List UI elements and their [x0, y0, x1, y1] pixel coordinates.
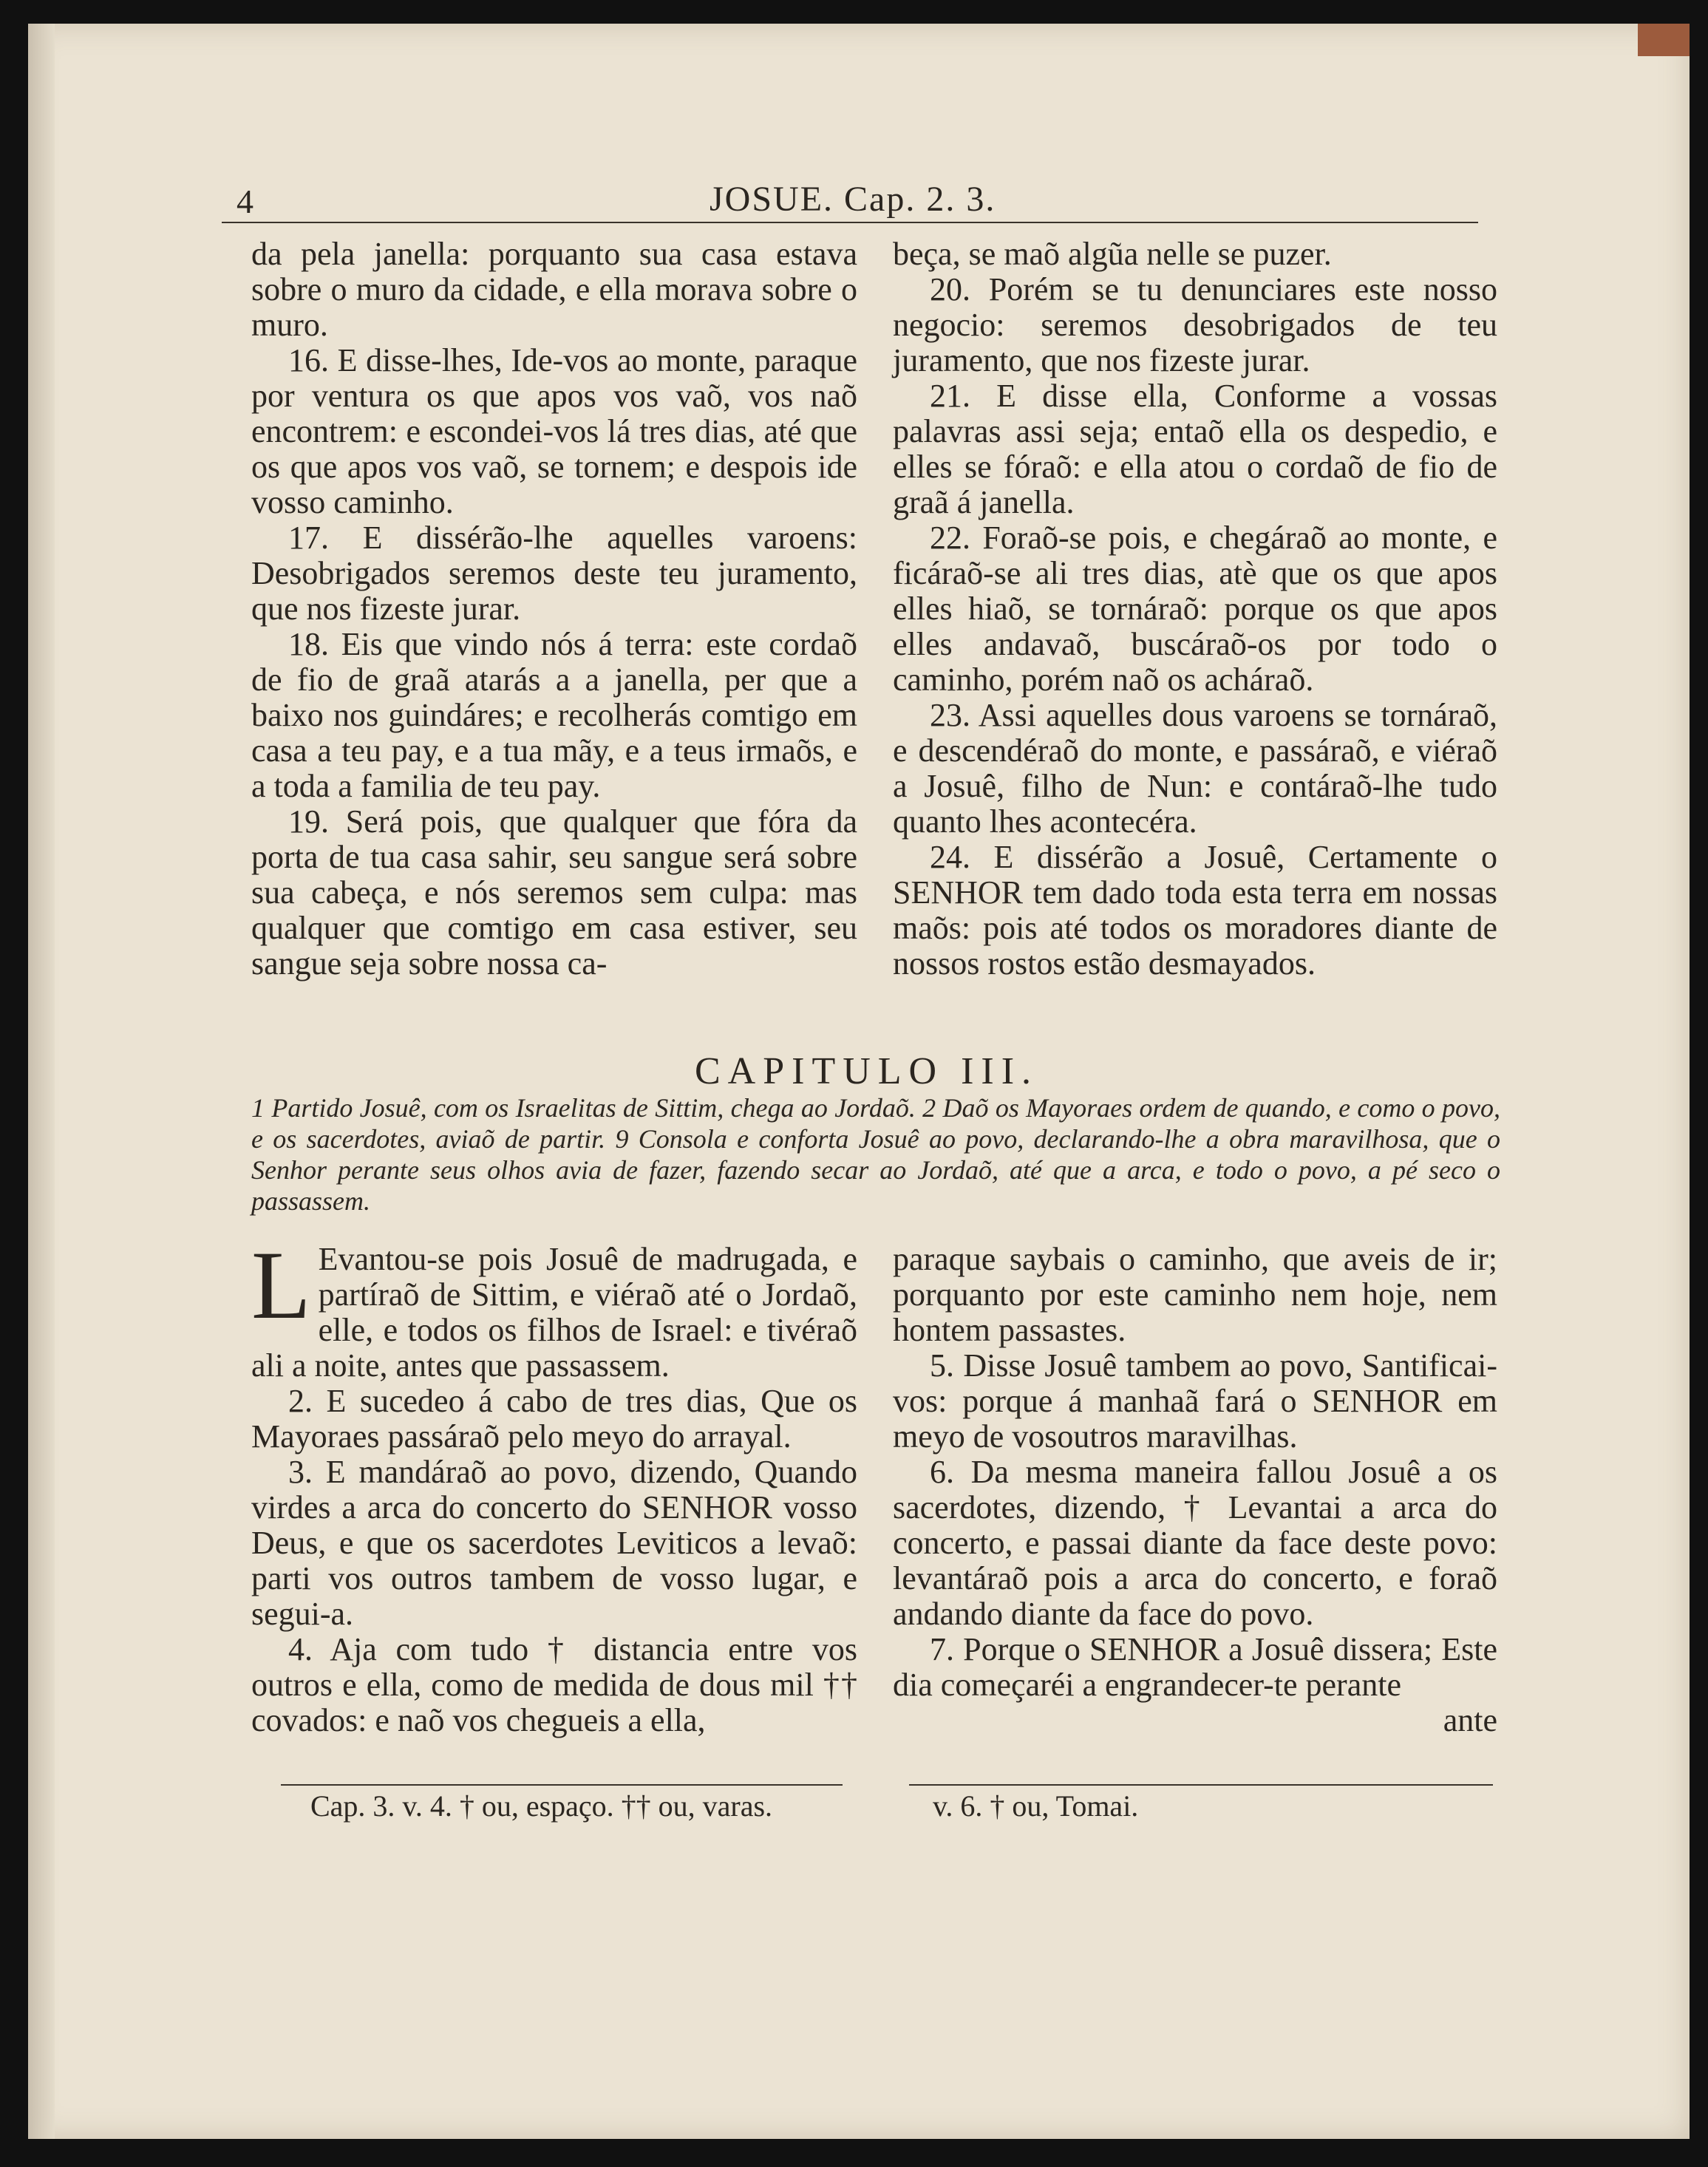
drop-cap: L	[251, 1231, 311, 1339]
verse-paragraph: 19. Será pois, que qualquer que fóra da porta de tua casa sahir, seu sangue será sobre sua cabeça, e nós seremos sem culpa: mas qualquer que comtigo em casa estiver, seu sangue seja sobre nossa ca-	[251, 803, 857, 982]
binding-edge	[1638, 24, 1690, 56]
verse-paragraph: 16. E disse-lhes, Ide-vos ao monte, paraque por ventura os que apos vos vaõ, vos naõ encontrem: e escondei-vos lá tres dias, até que os que apos vos vaõ, se tornem; e despois ide vosso caminho.	[251, 342, 857, 520]
verse-paragraph: 3. E mandáraõ ao povo, dizendo, Quando virdes a arca do concerto do SENHOR vosso Deus, e que os sacerdotes Leviticos a levaõ: parti vos outros tambem de vosso lugar, e segui-a.	[251, 1454, 857, 1632]
footnote-rule-left	[281, 1784, 843, 1786]
verse-paragraph: 20. Porém se tu denunciares este nosso negocio: seremos desobrigados de teu juramento, que nos fizeste jurar.	[893, 271, 1497, 378]
column-left-top	[251, 237, 857, 982]
verse-paragraph: 4. Aja com tudo † distancia entre vos outros e ella, como de medida de dous mil †† covados: e naõ vos chegueis a ella,	[251, 1631, 857, 1738]
page-gutter	[28, 24, 55, 2139]
verse-paragraph: 22. Foraõ-se pois, e chegáraõ ao monte, e ficáraõ-se ali tres dias, atè que os que apos elles hiaõ, se tornáraõ: porque os que apos elles andavaõ, buscáraõ-os por todo o caminho, porém naõ os acháraõ.	[893, 520, 1497, 698]
footnote-right: v. 6. † ou, Tomai.	[933, 1789, 1139, 1823]
column-right-bottom	[893, 1242, 1497, 1738]
verse-paragraph: da pela janella: porquanto sua casa estava sobre o muro da cidade, e ella morava sobre o muro.	[251, 236, 857, 343]
footnote-rule-right	[909, 1784, 1493, 1786]
header-rule	[222, 222, 1478, 223]
page-header	[222, 174, 1486, 219]
verse-paragraph: 23. Assi aquelles dous varoens se tornáraõ, e descendéraõ do monte, e passáraõ, e viéraõ a Josuê, filho de Nun: e contáraõ-lhe tudo quanto lhes acontecéra.	[893, 697, 1497, 840]
verse-paragraph: 2. E sucedeo á cabo de tres dias, Que os Mayoraes passáraõ pelo meyo do arrayal.	[251, 1383, 857, 1455]
verse-paragraph: 6. Da mesma maneira fallou Josuê a os sacerdotes, dizendo, † Levantai a arca do concerto, e passai diante da face deste povo: levantáraõ pois a arca do concerto, e foraõ andando diante da face do povo.	[893, 1454, 1497, 1632]
verse-paragraph: paraque saybais o caminho, que aveis de ir; porquanto por este caminho nem hoje, nem hontem passastes.	[893, 1241, 1497, 1348]
verse-paragraph: 18. Eis que vindo nós á terra: este cordaõ de fio de graã atarás a a janella, per que a baixo nos guindáres; e recolherás comtigo em casa a teu pay, e a tua mãy, e a teus irmaõs, e a toda a familia de teu pay.	[251, 626, 857, 804]
opening-text: Evantou-se pois Josuê de madrugada, e partíraõ de Sittim, e viéraõ até o Jordaõ, elle, e todos os filhos de Israel: e tivéraõ ali a noite, antes que passassem.	[251, 1241, 857, 1384]
column-right-top	[893, 237, 1497, 982]
verse-paragraph: 17. E dissérão-lhe aquelles varoens: Desobrigados seremos deste teu juramento, que nos fizeste jurar.	[251, 520, 857, 627]
verse-paragraph: 5. Disse Josuê tambem ao povo, Santificai-vos: porque á manhaã fará o SENHOR em meyo de vosoutros maravilhas.	[893, 1347, 1497, 1455]
verse-paragraph: beça, se maõ algũa nelle se puzer.	[893, 236, 1332, 272]
footnote-left: Cap. 3. v. 4. † ou, espaço. †† ou, varas.	[310, 1789, 773, 1823]
catchword: ante	[1443, 1702, 1497, 1738]
verse-paragraph: 7. Porque o SENHOR a Josuê dissera; Este dia começaréi a engrandecer-te perante	[893, 1631, 1497, 1703]
chapter-summary: 1 Partido Josuê, com os Israelitas de Sittim, chega ao Jordaõ. 2 Daõ os Mayoraes ordem de quando, e como o povo, e os sacerdotes, aviaõ de partir. 9 Consola e conforta Josuê ao povo, declarando-lhe a obra maravilhosa, que o Senhor perante seus olhos avia de fazer, fazendo secar ao Jordaõ, até que a arca, e todo o povo, a pé seco o passassem.	[251, 1093, 1500, 1216]
column-left-bottom	[251, 1231, 857, 1738]
verse-paragraph: 21. E disse ella, Conforme a vossas palavras assi seja; entaõ ella os despedio, e elles se fóraõ: e ella atou o cordaõ de fio de graã á janella.	[893, 378, 1497, 520]
running-head: JOSUE. Cap. 2. 3.	[710, 180, 996, 219]
page-number: 4	[237, 183, 254, 220]
verse-paragraph: 24. E dissérão a Josuê, Certamente o SENHOR tem dado toda esta terra em nossas maõs: pois até todos os moradores diante de nossos rostos estão desmayados.	[893, 839, 1497, 982]
opening-paragraph	[251, 1231, 857, 1384]
chapter-title: CAPITULO III.	[695, 1050, 1039, 1092]
